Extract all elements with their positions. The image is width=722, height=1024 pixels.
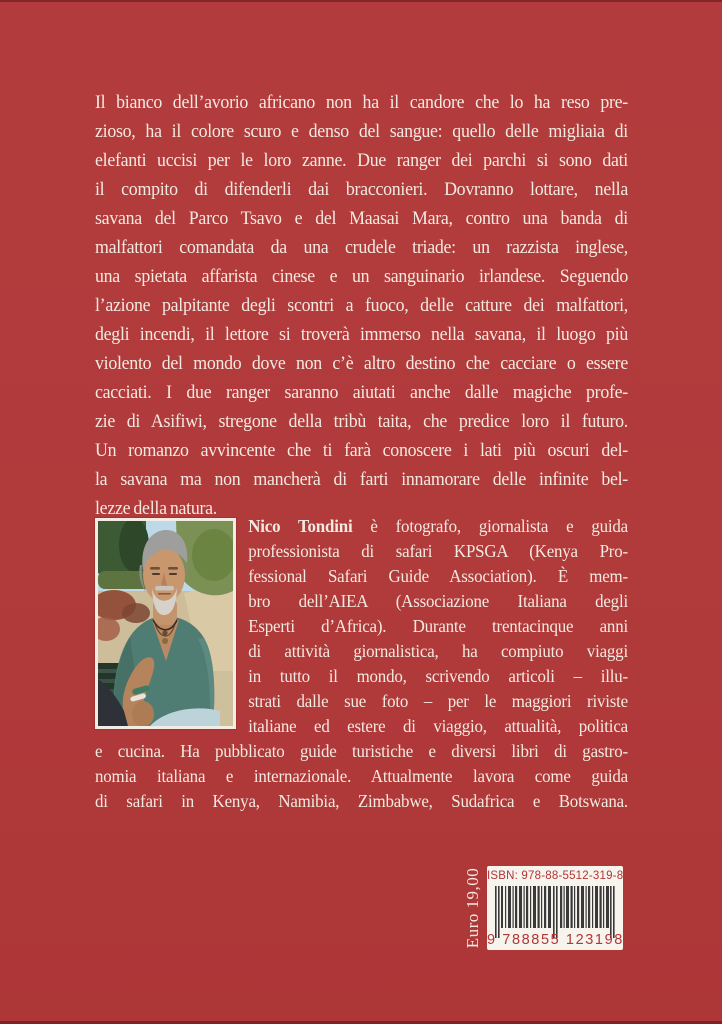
- bio-line: [248, 514, 628, 539]
- synopsis-line: lezze della natura.: [95, 498, 217, 519]
- synopsis-line: savana del Parco Tsavo e del Maasai Mara, contro una banda di: [95, 208, 628, 229]
- author-name: Nico Tondini: [248, 516, 353, 536]
- synopsis-line: Il bianco dell’avorio africano non ha il candore che lo ha reso pre-: [95, 92, 628, 113]
- synopsis-line: malfattori comandata da una crudele triade: un razzista inglese,: [95, 237, 628, 258]
- synopsis-line: zioso, ha il colore scuro e denso del sangue: quello delle migliaia di: [95, 121, 628, 142]
- barcode-box: [487, 866, 623, 950]
- synopsis-line: una spietata affarista cinese e un sanguinario irlandese. Seguendo: [95, 266, 628, 287]
- bio-line: in tutto il mondo, scrivendo articoli – illu-: [248, 666, 628, 686]
- bio-line: nomia italiana e internazionale. Attualmente lavora come guida: [95, 766, 628, 786]
- bio-line: strati dalle sue foto – per le maggiori riviste: [248, 691, 628, 711]
- bio-line: di attività giornalistica, ha compiuto viaggi: [248, 641, 628, 661]
- synopsis-line: elefanti uccisi per le loro zanne. Due ranger dei parchi si sono dati: [95, 150, 628, 171]
- synopsis-line: cacciati. I due ranger saranno aiutati anche dalle magiche profe-: [95, 382, 628, 403]
- bio-line: e cucina. Ha pubblicato guide turistiche e diversi libri di gastro-: [95, 741, 628, 761]
- synopsis-line: violento del mondo dove non c’è altro destino che cacciare o essere: [95, 353, 628, 374]
- price-label: Euro 19,00: [463, 867, 482, 949]
- synopsis-line: zie di Asifiwi, stregone della tribù taita, che predice loro il futuro.: [95, 411, 628, 432]
- barcode-digits: 9 788855 123198: [487, 932, 624, 948]
- synopsis-line: il compito di difenderli dai bracconieri. Dovranno lottare, nella: [95, 179, 628, 200]
- bio-intro-rest: è fotografo, giornalista e guida: [352, 516, 628, 536]
- bio-line: professionista di safari KPSGA (Kenya Pro-: [248, 541, 628, 561]
- synopsis-line: degli incendi, il lettore si troverà immerso nella savana, il luogo più: [95, 324, 628, 345]
- synopsis-line: l’azione palpitante degli scontri a fuoco, delle catture dei malfattori,: [95, 295, 628, 316]
- bio-line: italiane ed estere di viaggio, attualità, politica: [248, 716, 628, 736]
- bio-line: bro dell’AIEA (Associazione Italiana degli: [248, 591, 628, 611]
- synopsis-line: la savana ma non mancherà di farti innamorare delle infinite bel-: [95, 469, 628, 490]
- bio-line: di safari in Kenya, Namibia, Zimbabwe, Sudafrica e Botswana.: [95, 791, 628, 811]
- author-bio: [95, 514, 628, 814]
- synopsis-paragraph: [95, 88, 628, 523]
- bio-line: fessional Safari Guide Association). È mem-: [248, 566, 628, 586]
- synopsis-line: Un romanzo avvincente che ti farà conoscere i lati più oscuri del-: [95, 440, 628, 461]
- isbn-label: ISBN: 978-88-5512-319-8: [487, 870, 624, 882]
- bio-line: Esperti d’Africa). Durante trentacinque anni: [248, 616, 628, 636]
